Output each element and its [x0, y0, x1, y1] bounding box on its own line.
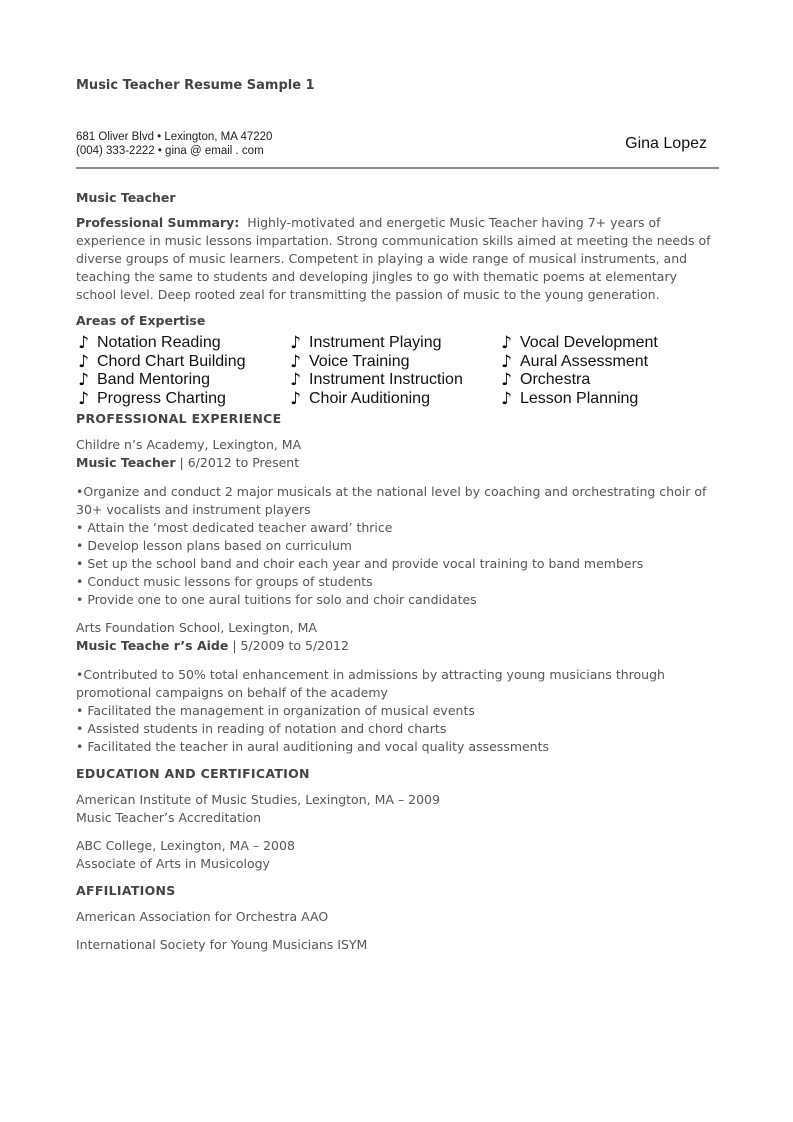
expertise-label: Choir Auditioning	[309, 389, 430, 407]
experience-heading: PROFESSIONAL EXPERIENCE	[76, 411, 282, 426]
job-entry	[76, 436, 719, 609]
expertise-item	[499, 390, 719, 409]
duty-item: • Set up the school band and choir each year and provide vocal training to band members	[76, 556, 644, 571]
job-duties	[76, 483, 719, 609]
resume-body	[76, 190, 719, 954]
duty-item: • Assisted students in reading of notation and chord charts	[76, 721, 447, 736]
document-title: Music Teacher Resume Sample 1	[76, 78, 315, 93]
music-note-icon: ♪	[78, 351, 89, 372]
candidate-name: Gina Lopez	[625, 135, 707, 152]
duty-item: • Facilitated the management in organization of musical events	[76, 703, 475, 718]
job-dates: | 5/2009 to 5/2012	[228, 638, 349, 653]
music-note-icon: ♪	[290, 388, 301, 409]
duty-item: • Facilitated the teacher in aural auditioning and vocal quality assessments	[76, 739, 550, 754]
summary-text: Highly-motivated and energetic Music Teacher having 7+ years of experience in music lessons impartation. Strong communication skills aimed at meeting the needs of diverse groups of music learners. Competent in playing a wide range of musical instruments, and teaching the same to students and developing jingles to go with thematic poems at elementary school level. Deep rooted zeal for transmitting the passion of music to the young generation.	[76, 215, 711, 302]
contact-block	[76, 130, 272, 158]
expertise-heading: Areas of Expertise	[76, 313, 206, 328]
address-line: 681 Oliver Blvd • Lexington, MA 47220	[76, 131, 273, 143]
expertise-label: Chord Chart Building	[97, 352, 246, 370]
music-note-icon: ♪	[290, 333, 301, 353]
education-entry	[76, 791, 719, 827]
duty-item: •Contributed to 50% total enhancement in admissions by attracting young musicians through promotional campaigns on behalf of the academy	[76, 667, 665, 700]
duty-item: • Develop lesson plans based on curriculum	[76, 538, 352, 553]
music-note-icon: ♪	[290, 351, 301, 372]
affiliation-item: International Society for Young Musicians ISYM	[76, 937, 368, 952]
job-employer: Childre n’s Academy, Lexington, MA	[76, 437, 302, 452]
expertise-item	[288, 353, 499, 372]
education-credential: Associate of Arts in Musicology	[76, 856, 270, 871]
expertise-item	[76, 334, 288, 353]
education-heading: EDUCATION AND CERTIFICATION	[76, 766, 310, 781]
job-duties	[76, 666, 719, 756]
expertise-item	[499, 371, 719, 390]
expertise-label: Orchestra	[520, 371, 591, 388]
job-entry	[76, 619, 719, 756]
music-note-icon: ♪	[78, 388, 89, 409]
expertise-label: Lesson Planning	[520, 389, 639, 407]
expertise-label: Instrument Instruction	[309, 371, 463, 388]
expertise-item	[499, 353, 719, 372]
education-credential: Music Teacher’s Accreditation	[76, 810, 262, 825]
expertise-grid	[76, 334, 719, 408]
affiliations-heading: AFFILIATIONS	[76, 883, 176, 898]
duty-item: • Conduct music lessons for groups of students	[76, 574, 373, 589]
duty-item: •Organize and conduct 2 major musicals at the national level by coaching and orchestrating choir of 30+ vocalists and instrument players	[76, 484, 707, 517]
duty-item: • Provide one to one aural tuitions for solo and choir candidates	[76, 592, 477, 607]
music-note-icon: ♪	[290, 370, 301, 390]
music-note-icon: ♪	[78, 333, 89, 353]
expertise-item	[288, 334, 499, 353]
job-title-line	[76, 637, 719, 655]
expertise-label: Progress Charting	[97, 389, 226, 407]
job-title-line	[76, 454, 719, 472]
duty-item: • Attain the ‘most dedicated teacher award’ thrice	[76, 520, 393, 535]
education-school: ABC College, Lexington, MA – 2008	[76, 838, 295, 853]
expertise-item	[76, 371, 288, 390]
music-note-icon: ♪	[501, 388, 512, 409]
education-school: American Institute of Music Studies, Lexington, MA – 2009	[76, 792, 440, 807]
expertise-label: Band Mentoring	[97, 371, 210, 388]
expertise-item	[499, 334, 719, 353]
education-entry	[76, 837, 719, 873]
expertise-label: Voice Training	[309, 352, 410, 370]
expertise-item	[76, 353, 288, 372]
phone-email-line: (004) 333-2222 • gina @ email . com	[76, 145, 264, 157]
expertise-label: Instrument Playing	[309, 334, 442, 351]
job-employer: Arts Foundation School, Lexington, MA	[76, 620, 317, 635]
professional-summary	[76, 214, 719, 304]
music-note-icon: ♪	[501, 370, 512, 390]
expertise-label: Vocal Development	[520, 334, 658, 351]
music-note-icon: ♪	[501, 333, 512, 353]
music-note-icon: ♪	[501, 351, 512, 372]
job-title: Music Teache r’s Aide	[76, 638, 229, 653]
header-divider	[76, 167, 719, 169]
expertise-item	[76, 390, 288, 409]
expertise-label: Notation Reading	[97, 334, 221, 351]
expertise-item	[288, 371, 499, 390]
summary-label: Professional Summary:	[76, 215, 240, 230]
job-title: Music Teacher	[76, 455, 176, 470]
expertise-item	[288, 390, 499, 409]
expertise-label: Aural Assessment	[520, 352, 649, 370]
music-note-icon: ♪	[78, 370, 89, 390]
objective-role: Music Teacher	[76, 190, 176, 205]
affiliation-item: American Association for Orchestra AAO	[76, 909, 329, 924]
job-dates: | 6/2012 to Present	[175, 455, 300, 470]
